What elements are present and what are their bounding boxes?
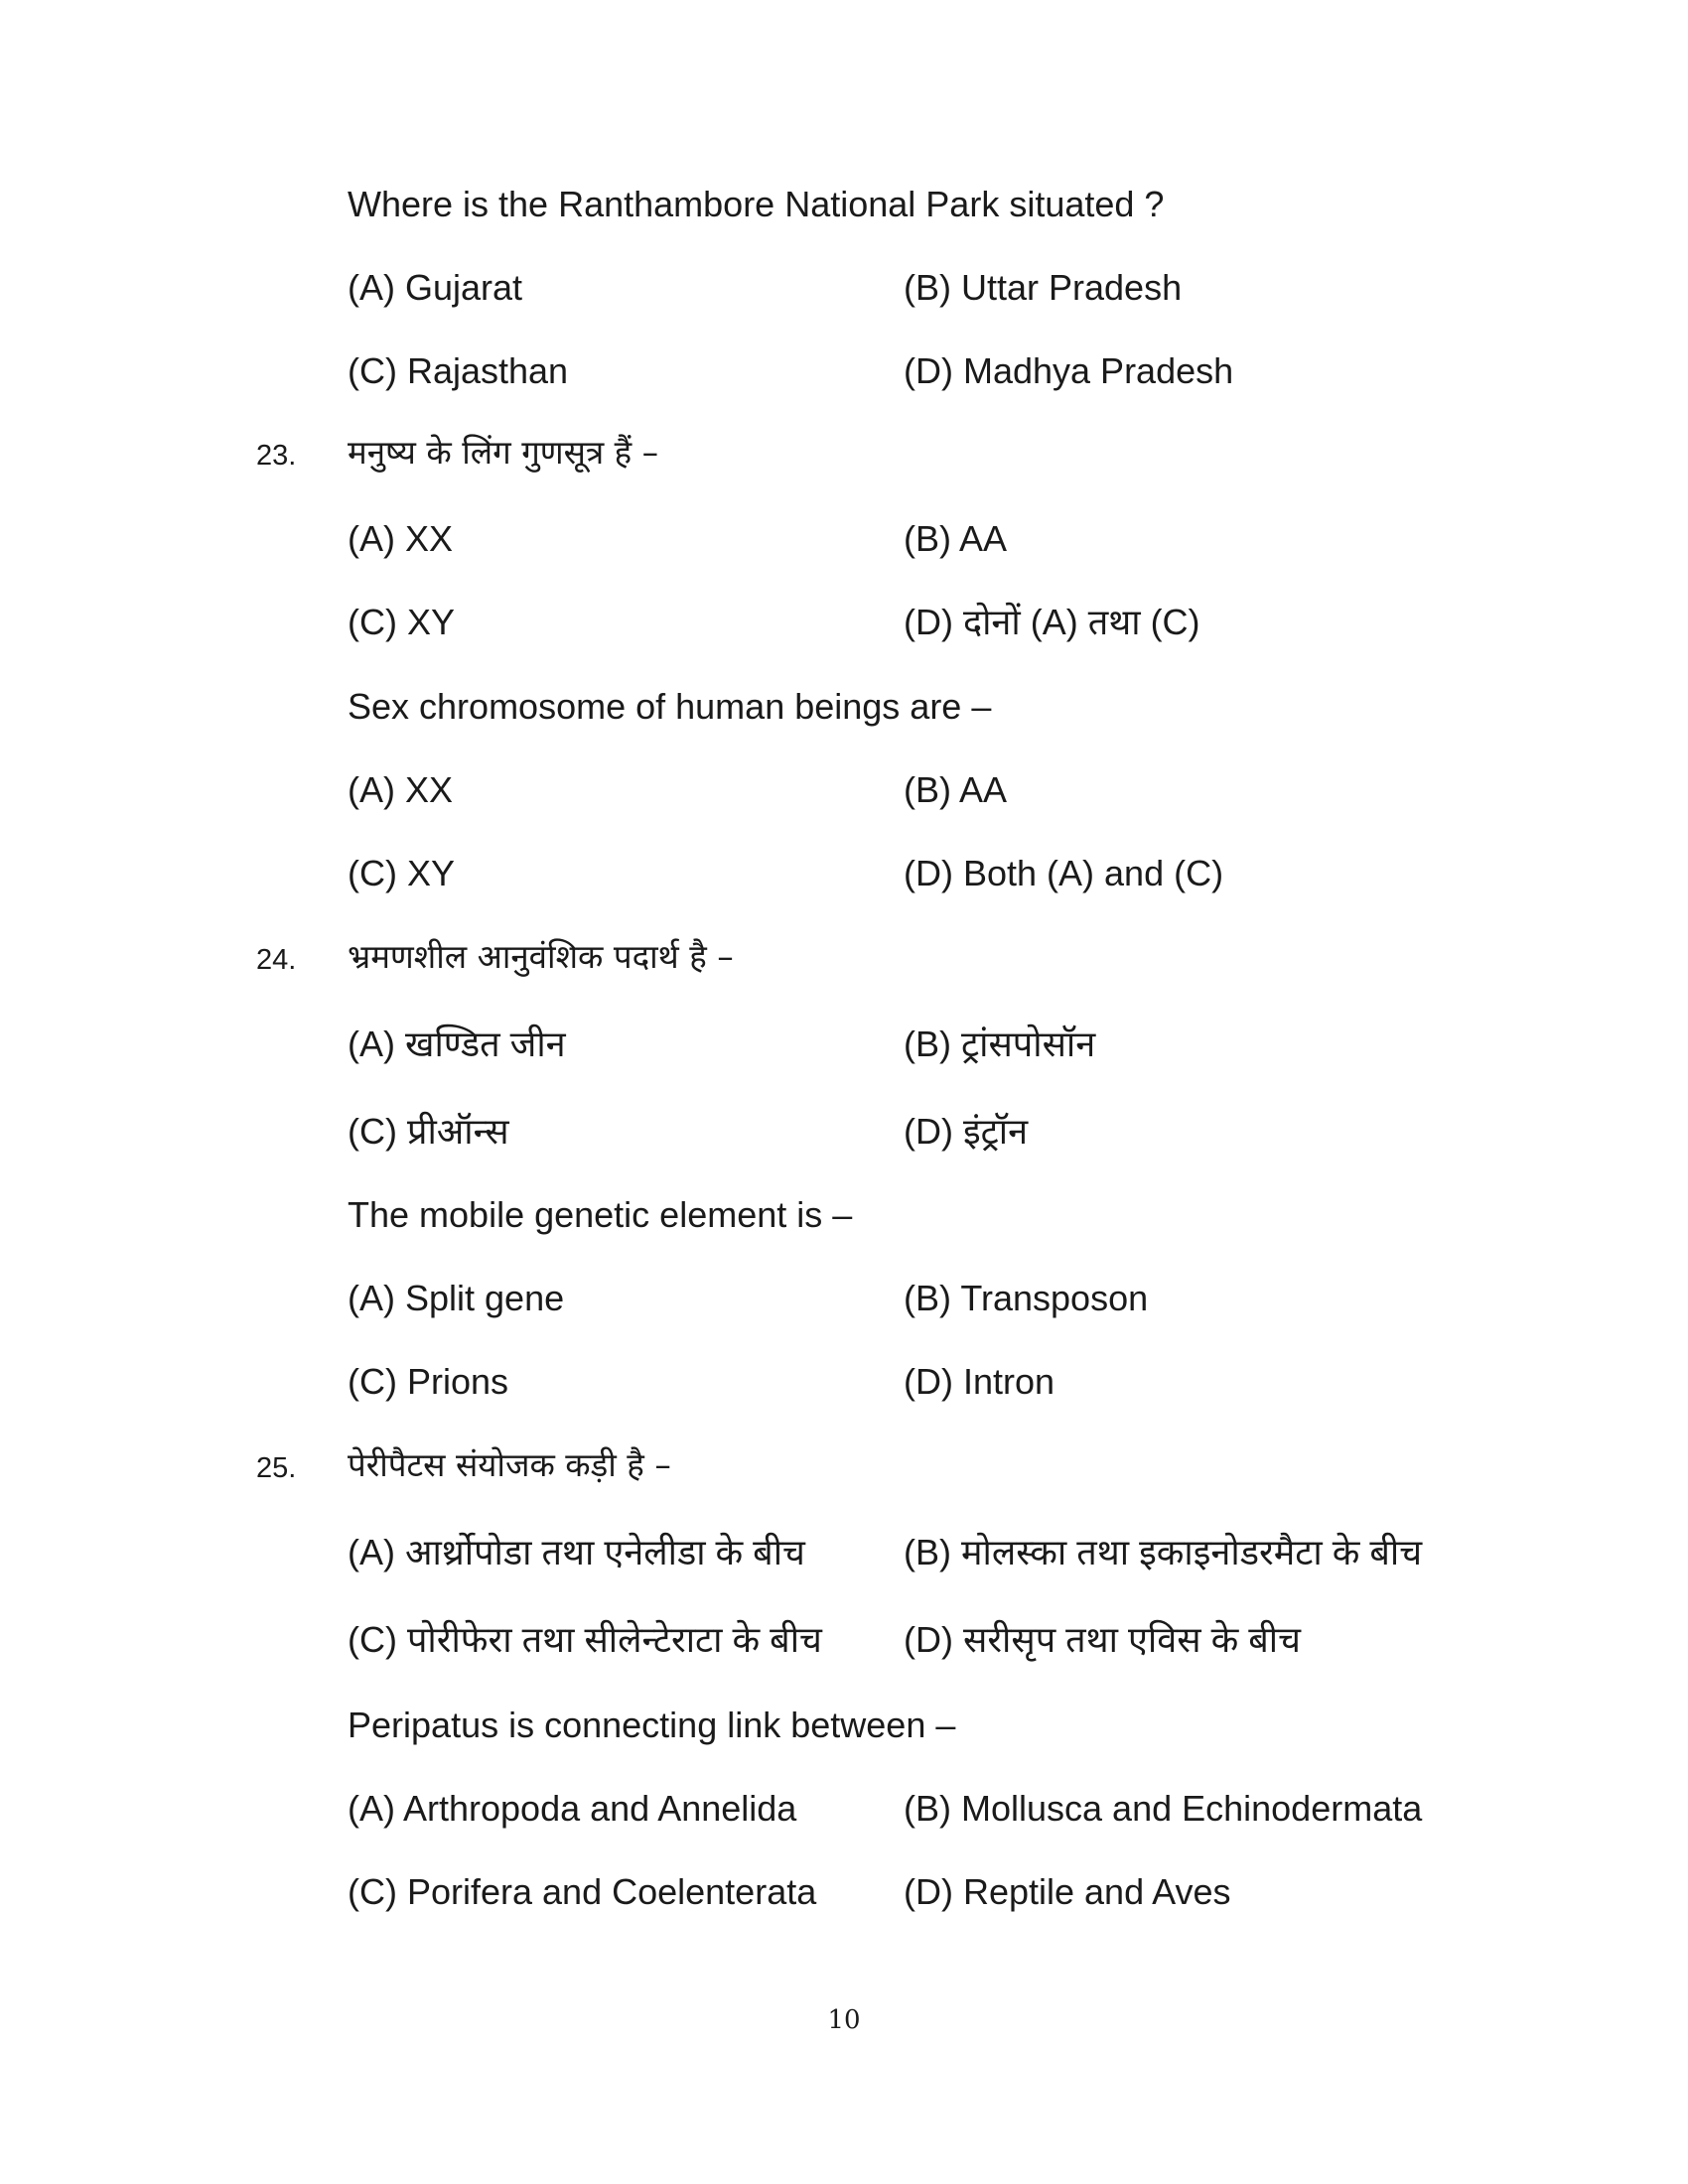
option-b: (B) AA xyxy=(904,518,1008,559)
option-d: (D) Intron xyxy=(904,1361,1055,1402)
option-a: (A) XX xyxy=(348,518,454,559)
option-b: (B) मोलस्का तथा इकाइनोडरमैटा के बीच xyxy=(904,1532,1423,1572)
option-d: (D) सरीसृप तथा एविस के बीच xyxy=(904,1619,1301,1660)
option-b: (B) Mollusca and Echinodermata xyxy=(904,1788,1423,1829)
option-d: (D) Reptile and Aves xyxy=(904,1871,1231,1912)
option-d: (D) दोनों (A) तथा (C) xyxy=(904,602,1200,642)
option-d: (D) इंट्रॉन xyxy=(904,1111,1029,1152)
question-stem: मनुष्य के लिंग गुणसूत्र हैं – xyxy=(348,433,659,472)
option-b: (B) Transposon xyxy=(904,1278,1149,1318)
option-c: (C) Prions xyxy=(348,1361,509,1402)
option-a: (A) Arthropoda and Annelida xyxy=(348,1788,797,1829)
option-a: (A) Gujarat xyxy=(348,267,523,308)
option-b: (B) AA xyxy=(904,769,1008,810)
page-number: 10 xyxy=(827,2005,861,2035)
option-a: (A) आर्थ्रोपोडा तथा एनेलीडा के बीच xyxy=(348,1532,805,1572)
question-stem: Peripatus is connecting link between – xyxy=(348,1705,956,1745)
option-b: (B) Uttar Pradesh xyxy=(904,267,1183,308)
option-d: (D) Madhya Pradesh xyxy=(904,350,1234,391)
question-stem: Sex chromosome of human beings are – xyxy=(348,686,992,727)
option-c: (C) पोरीफेरा तथा सीलेन्टेराटा के बीच xyxy=(348,1619,822,1660)
option-c: (C) Rajasthan xyxy=(348,350,569,391)
option-a: (A) खण्डित जीन xyxy=(348,1024,566,1064)
question-stem: The mobile genetic element is – xyxy=(348,1194,853,1235)
option-c: (C) Porifera and Coelenterata xyxy=(348,1871,817,1912)
option-b: (B) ट्रांसपोसॉन xyxy=(904,1024,1096,1064)
option-c: (C) XY xyxy=(348,602,455,642)
option-a: (A) XX xyxy=(348,769,454,810)
question-stem: पेरीपैटस संयोजक कड़ी है – xyxy=(348,1445,671,1484)
option-a: (A) Split gene xyxy=(348,1278,565,1318)
question-number: 24. xyxy=(256,944,297,976)
option-c: (C) प्रीऑन्स xyxy=(348,1111,509,1152)
question-number: 25. xyxy=(256,1452,297,1484)
option-d: (D) Both (A) and (C) xyxy=(904,853,1224,893)
question-stem: भ्रमणशील आनुवंशिक पदार्थ है – xyxy=(348,937,734,976)
question-stem: Where is the Ranthambore National Park situated ? xyxy=(348,184,1165,224)
question-number: 23. xyxy=(256,440,297,472)
option-c: (C) XY xyxy=(348,853,455,893)
